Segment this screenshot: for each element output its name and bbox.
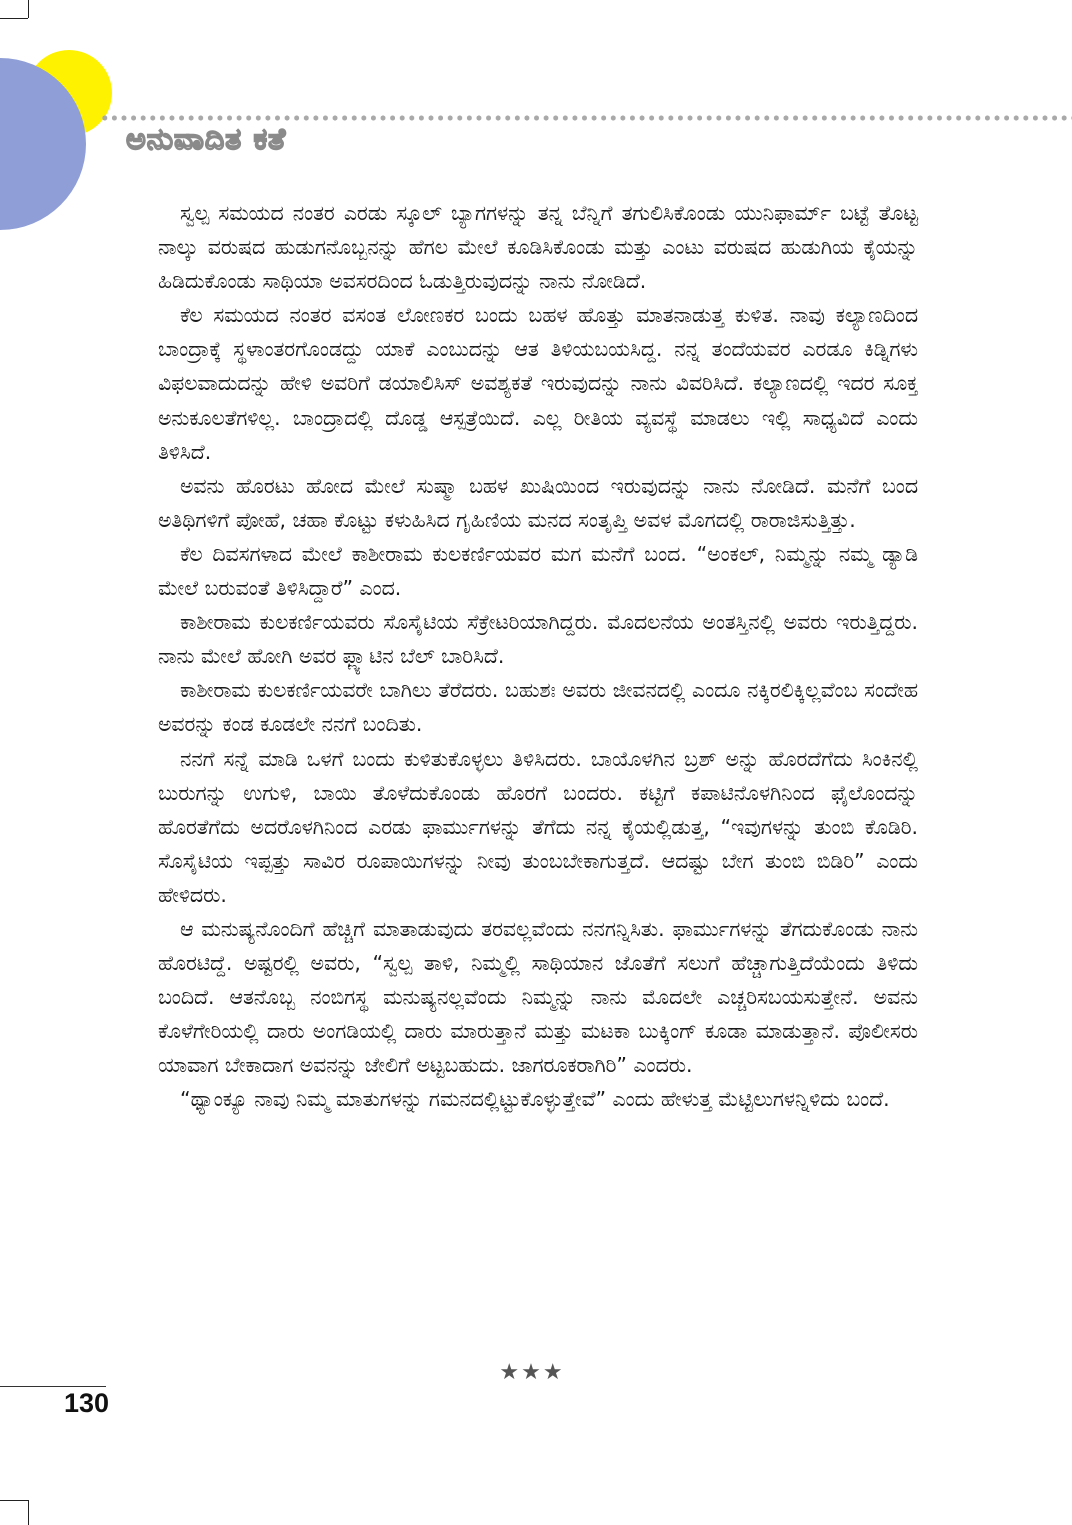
- section-title: ಅನುವಾದಿತ ಕತೆ: [126, 122, 287, 157]
- crop-mark-bottom-left-horizontal: [0, 1500, 28, 1501]
- paragraph: ನನಗೆ ಸನ್ನೆ ಮಾಡಿ ಒಳಗೆ ಬಂದು ಕುಳಿತುಕೊಳ್ಳಲು ತಿಳಿಸಿದರು. ಬಾಯೊಳಗಿನ ಬ್ರಶ್ ಅನ್ನು ಹೊರದೆಗೆದು ಸಿಂಕಿನಲ್ಲಿ ಬುರುಗನ್ನು ಉಗುಳಿ, ಬಾಯಿ ತೊಳೆದುಕೊಂಡು ಹೊರಗೆ ಬಂದರು. ಕಟ್ಟಿಗೆ ಕಪಾಟಿನೊಳಗಿನಿಂದ ಫೈಲೊಂದನ್ನು ಹೊರತೆಗೆದು ಅದರೊಳಗಿನಿಂದ ಎರಡು ಫಾರ್ಮುಗಳನ್ನು ತೆಗೆದು ನನ್ನ ಕೈಯಲ್ಲಿಡುತ್ತ, “ಇವುಗಳನ್ನು ತುಂಬಿ ಕೊಡಿರಿ. ಸೊಸೈಟಿಯ ಇಪ್ಪತ್ತು ಸಾವಿರ ರೂಪಾಯಿಗಳನ್ನು ನೀವು ತುಂಬಬೇಕಾಗುತ್ತದೆ. ಆದಷ್ಟು ಬೇಗ ತುಂಬಿ ಬಿಡಿರಿ” ಎಂದು ಹೇಳಿದರು.: [158, 746, 918, 907]
- paragraph: ಕಾಶೀರಾಮ ಕುಲಕರ್ಣಿಯವರು ಸೊಸೈಟಿಯ ಸೆಕ್ರೇಟರಿಯಾಗಿದ್ದರು. ಮೊದಲನೆಯ ಅಂತಸ್ತಿನಲ್ಲಿ ಅವರು ಇರುತ್ತಿದ್ದರು. ನಾನು ಮೇಲೆ ಹೋಗಿ ಅವರ ಫ್ಲ್ಯಾಟಿನ ಬೆಲ್ ಬಾರಿಸಿದೆ.: [158, 610, 918, 669]
- dotted-header-rule: [100, 114, 1072, 122]
- paragraph: ಕಾಶೀರಾಮ ಕುಲಕರ್ಣಿಯವರೇ ಬಾಗಿಲು ತೆರೆದರು. ಬಹುಶಃ ಅವರು ಜೀವನದಲ್ಲಿ ಎಂದೂ ನಕ್ಕಿರಲಿಕ್ಕಿಲ್ಲವೆಂಬ ಸಂದೇಹ ಅವರನ್ನು ಕಂಡ ಕೂಡಲೇ ನನಗೆ ಬಂದಿತು.: [158, 678, 918, 737]
- page-number-rule: [0, 1386, 106, 1387]
- paragraph: ಕೆಲ ದಿವಸಗಳಾದ ಮೇಲೆ ಕಾಶೀರಾಮ ಕುಲಕರ್ಣಿಯವರ ಮಗ ಮನೆಗೆ ಬಂದ. “ಅಂಕಲ್, ನಿಮ್ಮನ್ನು ನಮ್ಮ ಡ್ಯಾಡಿ ಮೇಲೆ ಬರುವಂತೆ ತಿಳಿಸಿದ್ದಾರೆ” ಎಂದ.: [158, 541, 918, 601]
- crop-mark-top-left: [28, 0, 29, 18]
- paragraph: ಅವನು ಹೊರಟು ಹೋದ ಮೇಲೆ ಸುಷ್ಮಾ ಬಹಳ ಖುಷಿಯಿಂದ ಇರುವುದನ್ನು ನಾನು ನೋಡಿದೆ. ಮನೆಗೆ ಬಂದ ಅತಿಥಿಗಳಿಗೆ ಪೋಹೆ, ಚಹಾ ಕೊಟ್ಟು ಕಳುಹಿಸಿದ ಗೃಹಿಣಿಯ ಮನದ ಸಂತೃಪ್ತಿ ಅವಳ ಮೊಗದಲ್ಲಿ ರಾರಾಜಿಸುತ್ತಿತ್ತು.: [158, 473, 918, 532]
- paragraph: ಕೆಲ ಸಮಯದ ನಂತರ ವಸಂತ ಲೋಣಕರ ಬಂದು ಬಹಳ ಹೊತ್ತು ಮಾತನಾಡುತ್ತ ಕುಳಿತ. ನಾವು ಕಲ್ಯಾಣದಿಂದ ಬಾಂದ್ರಾಕ್ಕೆ ಸ್ಥಳಾಂತರಗೊಂಡದ್ದು ಯಾಕೆ ಎಂಬುದನ್ನು ಆತ ತಿಳಿಯಬಯಸಿದ್ದ. ನನ್ನ ತಂದೆಯವರ ಎರಡೂ ಕಿಡ್ನಿಗಳು ವಿಫಲವಾದುದನ್ನು ಹೇಳಿ ಅವರಿಗೆ ಡಯಾಲಿಸಿಸ್ ಅವಶ್ಯಕತೆ ಇರುವುದನ್ನು ನಾನು ವಿವರಿಸಿದೆ. ಕಲ್ಯಾಣದಲ್ಲಿ ಇದರ ಸೂಕ್ತ ಅನುಕೂಲತೆಗಳಿಲ್ಲ. ಬಾಂದ್ರಾದಲ್ಲಿ ದೊಡ್ಡ ಆಸ್ಪತ್ರೆಯಿದೆ. ಎಲ್ಲ ರೀತಿಯ ವ್ಯವಸ್ಥೆ ಮಾಡಲು ಇಲ್ಲಿ ಸಾಧ್ಯವಿದೆ ಎಂದು ತಿಳಿಸಿದೆ.: [158, 303, 918, 464]
- end-of-story-stars: ★★★: [499, 1360, 565, 1385]
- crop-mark-top-left-horizontal: [0, 18, 28, 19]
- paragraph: ಸ್ವಲ್ಪ ಸಮಯದ ನಂತರ ಎರಡು ಸ್ಕೂಲ್ ಬ್ಯಾಗಗಳನ್ನು ತನ್ನ ಬೆನ್ನಿಗೆ ತಗುಲಿಸಿಕೊಂಡು ಯುನಿಫಾರ್ಮ್ ಬಟ್ಟೆ ತೊಟ್ಟ ನಾಲ್ಕು ವರುಷದ ಹುಡುಗನೊಬ್ಬನನ್ನು ಹೆಗಲ ಮೇಲೆ ಕೂಡಿಸಿಕೊಂಡು ಮತ್ತು ಎಂಟು ವರುಷದ ಹುಡುಗಿಯ ಕೈಯನ್ನು ಹಿಡಿದುಕೊಂಡು ಸಾಥಿಯಾ ಅವಸರದಿಂದ ಓಡುತ್ತಿರುವುದನ್ನು ನಾನು ನೋಡಿದೆ.: [158, 201, 918, 294]
- paragraph: “ಥ್ಯಾಂಕ್ಯೂ ನಾವು ನಿಮ್ಮ ಮಾತುಗಳನ್ನು ಗಮನದಲ್ಲಿಟ್ಟುಕೊಳ್ಳುತ್ತೇವೆ” ಎಂದು ಹೇಳುತ್ತ ಮೆಟ್ಟಿಲುಗಳನ್ನಿಳಿದು ಬಂದೆ.: [180, 1087, 890, 1112]
- paragraph: ಆ ಮನುಷ್ಯನೊಂದಿಗೆ ಹೆಚ್ಚಿಗೆ ಮಾತಾಡುವುದು ತರವಲ್ಲವೆಂದು ನನಗನ್ನಿಸಿತು. ಫಾರ್ಮುಗಳನ್ನು ತೆಗದುಕೊಂಡು ನಾನು ಹೊರಟಿದ್ದೆ. ಅಷ್ಟರಲ್ಲಿ ಅವರು, “ಸ್ವಲ್ಪ ತಾಳಿ, ನಿಮ್ಮಲ್ಲಿ ಸಾಥಿಯಾನ ಜೊತೆಗೆ ಸಲುಗೆ ಹೆಚ್ಚಾಗುತ್ತಿದೆಯೆಂದು ತಿಳಿದು ಬಂದಿದೆ. ಆತನೊಬ್ಬ ನಂಬಿಗಸ್ಥ ಮನುಷ್ಯನಲ್ಲವೆಂದು ನಿಮ್ಮನ್ನು ನಾನು ಮೊದಲೇ ಎಚ್ಚರಿಸಬಯಸುತ್ತೇನೆ. ಅವನು ಕೊಳೆಗೇರಿಯಲ್ಲಿ ದಾರು ಅಂಗಡಿಯಲ್ಲಿ ದಾರು ಮಾರುತ್ತಾನೆ ಮತ್ತು ಮಟಕಾ ಬುಕ್ಕಿಂಗ್ ಕೂಡಾ ಮಾಡುತ್ತಾನೆ. ಪೊಲೀಸರು ಯಾವಾಗ ಬೇಕಾದಾಗ ಅವನನ್ನು ಜೇಲಿಗೆ ಅಟ್ಟಬಹುದು. ಜಾಗರೂಕರಾಗಿರಿ” ಎಂದರು.: [158, 916, 918, 1078]
- page-number: 130: [64, 1388, 110, 1418]
- story-body: [158, 196, 918, 1117]
- crop-mark-bottom-left: [28, 1500, 29, 1525]
